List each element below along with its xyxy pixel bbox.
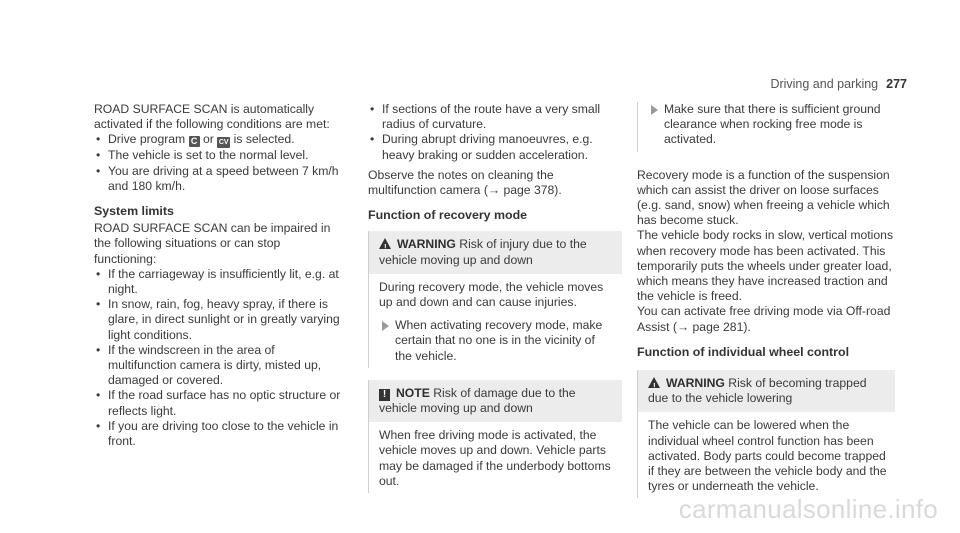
section-title: Driving and parking [770,77,879,91]
warning-body-text: During recovery mode, the vehicle moves up and down and can cause injuries. [379,279,604,310]
list-item: • In snow, rain, fog, heavy spray, if there is glare, in direct sunlight or in greatly varying light conditions. [94,297,346,343]
note-body [369,422,622,493]
warning-box [637,370,895,498]
page-number: 277 [886,77,907,91]
list-item: • If you are driving too close to the vehicle in front. [94,419,346,449]
list-item: • If the windscreen in the area of multifunction camera is dirty, misted up, damaged or covered. [94,343,346,389]
watermark: carmanualsonline.info [678,494,938,524]
note-body-text: When free driving mode is activated, the vehicle moves up and down. Vehicle parts may be damaged if the underbody bottoms out. [379,428,611,488]
limits-list-continued [368,102,622,163]
warning-header [638,370,895,412]
list-item: • If the road surface has no optic structure or reflects light. [94,388,346,418]
intro-text: ROAD SURFACE SCAN is automatically activated if the following conditions are met: [94,102,330,132]
note-step: Make sure that there is sufficient ground clearance when rocking free mode is activated. [648,102,887,148]
warning-label: WARNING [397,237,456,252]
list-item [94,132,346,148]
warning-triangle-icon: ! [648,377,660,388]
list-item: • The vehicle is set to the normal level. [94,148,346,163]
limits-list [94,267,346,449]
warning-text: Risk of injury due to the vehicle moving up and down [379,237,587,267]
note-header [369,380,622,422]
warning-body [638,412,895,498]
warning-text: Risk of becoming trapped due to the vehicle lowering [648,376,867,406]
column-3 [637,102,895,498]
warning-body [369,274,622,368]
observe-text: Observe the notes on cleaning the multifunction camera (→ page 378). [368,167,562,198]
conditions-list [94,132,346,194]
section-heading: System limits [94,204,174,219]
column-1 [94,102,346,449]
list-item: • You are driving at a speed between 7 km/h and 180 km/h. [94,164,346,194]
note-text: Risk of damage due to the vehicle moving up and down [379,385,576,416]
warning-body-text: The vehicle can be lowered when the individual wheel control function has been activated. Body parts could become trapped if they are between the vehicle body and the tyres or underneath the vehicle. [648,418,887,494]
section-heading: Function of recovery mode [368,208,528,223]
selected-text: is selected. [233,132,295,147]
drive-program-text: Drive program [108,132,186,147]
note-label: NOTE [396,385,430,400]
warning-header [369,231,622,273]
paragraph: You can activate free driving mode via Off-road Assist (→ page 281). [637,304,891,334]
note-box-continued [637,102,895,152]
note-box [368,380,622,493]
limits-intro: ROAD SURFACE SCAN can be impaired in the following situations or can stop functioning: [94,221,331,266]
warning-triangle-icon: ! [379,238,391,249]
warning-step: When activating recovery mode, make certain that no one is in the vicinity of the vehicle. [379,318,614,364]
comfort-key-icon: C [189,136,200,147]
paragraph: The vehicle body rocks in slow, vertical motions when recovery mode has been activated. This temporarily puts the wheels under greater load, which means they have increased traction and the vehicle is freed. [637,228,894,304]
or-text: or [203,132,214,147]
warning-label: WARNING [666,376,725,391]
list-item: • During abrupt driving manoeuvres, e.g. heavy braking or sudden acceleration. [368,132,622,162]
page-header [770,77,907,91]
column-2 [368,102,622,493]
list-item: • If the carriageway is insufficiently lit, e.g. at night. [94,267,346,297]
exclamation-icon: ! [379,389,390,401]
section-heading: Function of individual wheel control [637,344,850,359]
list-item: • If sections of the route have a very small radius of curvature. [368,102,622,132]
warning-box [368,231,622,367]
paragraph: Recovery mode is a function of the suspension which can assist the driver on loose surfaces (e.g. sand, snow) when freeing a vehicle which has become stuck. [637,167,890,228]
cross-country-key-icon: CV [218,139,229,147]
